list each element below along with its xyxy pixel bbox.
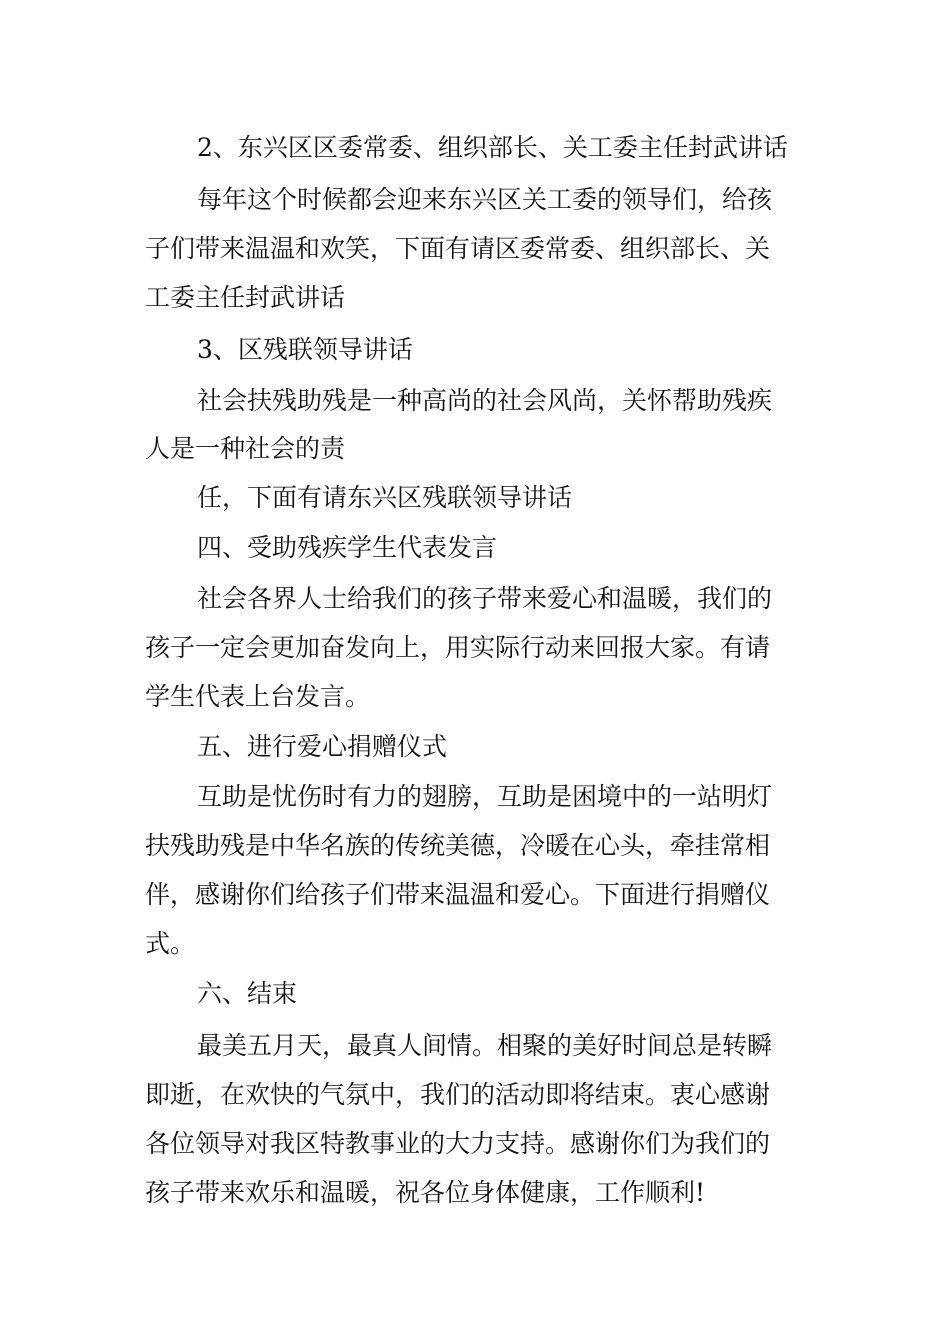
section-heading: 五、进行爱心捐赠仪式 <box>197 732 448 761</box>
section-heading: 3、区残联领导讲话 <box>197 335 413 364</box>
paragraph-line: 社会扶残助残是一种高尚的社会风尚，关怀帮助残疾 <box>197 386 773 415</box>
paragraph-line: 社会各界人士给我们的孩子带来爱心和温暖，我们的 <box>197 584 773 613</box>
paragraph-line: 孩子一定会更加奋发向上，用实际行动来回报大家。有请 <box>145 633 771 662</box>
paragraph-line: 即逝，在欢快的气氛中，我们的活动即将结束。衷心感谢 <box>145 1080 771 1109</box>
paragraph-line: 子们带来温温和欢笑，下面有请区委常委、组织部长、关 <box>145 234 771 263</box>
paragraph-line: 互助是忧伤时有力的翅膀，互助是困境中的一站明灯 <box>197 782 773 811</box>
paragraph-line: 学生代表上台发言。 <box>145 682 371 711</box>
paragraph-line: 工委主任封武讲话 <box>145 283 346 312</box>
section-heading: 四、受助残疾学生代表发言 <box>197 533 498 562</box>
paragraph-line: 每年这个时候都会迎来东兴区关工委的领导们，给孩 <box>197 185 773 214</box>
paragraph-line: 任，下面有请东兴区残联领导讲话 <box>197 483 573 512</box>
paragraph-line: 最美五月天，最真人间情。相聚的美好时间总是转瞬 <box>197 1031 773 1060</box>
paragraph-line: 各位领导对我区特教事业的大力支持。感谢你们为我们的 <box>145 1129 771 1158</box>
paragraph-line: 伴，感谢你们给孩子们带来温温和爱心。下面进行捐赠仪 <box>145 880 771 909</box>
paragraph-line: 孩子带来欢乐和温暖，祝各位身体健康，工作顺利! <box>145 1178 706 1207</box>
section-heading: 2、东兴区区委常委、组织部长、关工委主任封武讲话 <box>197 133 788 162</box>
paragraph-line: 式。 <box>145 929 196 958</box>
paragraph-line: 人是一种社会的责 <box>145 434 346 463</box>
section-heading: 六、结束 <box>197 979 298 1008</box>
paragraph-line: 扶残助残是中华名族的传统美德，冷暖在心头，牵挂常相 <box>145 831 771 860</box>
